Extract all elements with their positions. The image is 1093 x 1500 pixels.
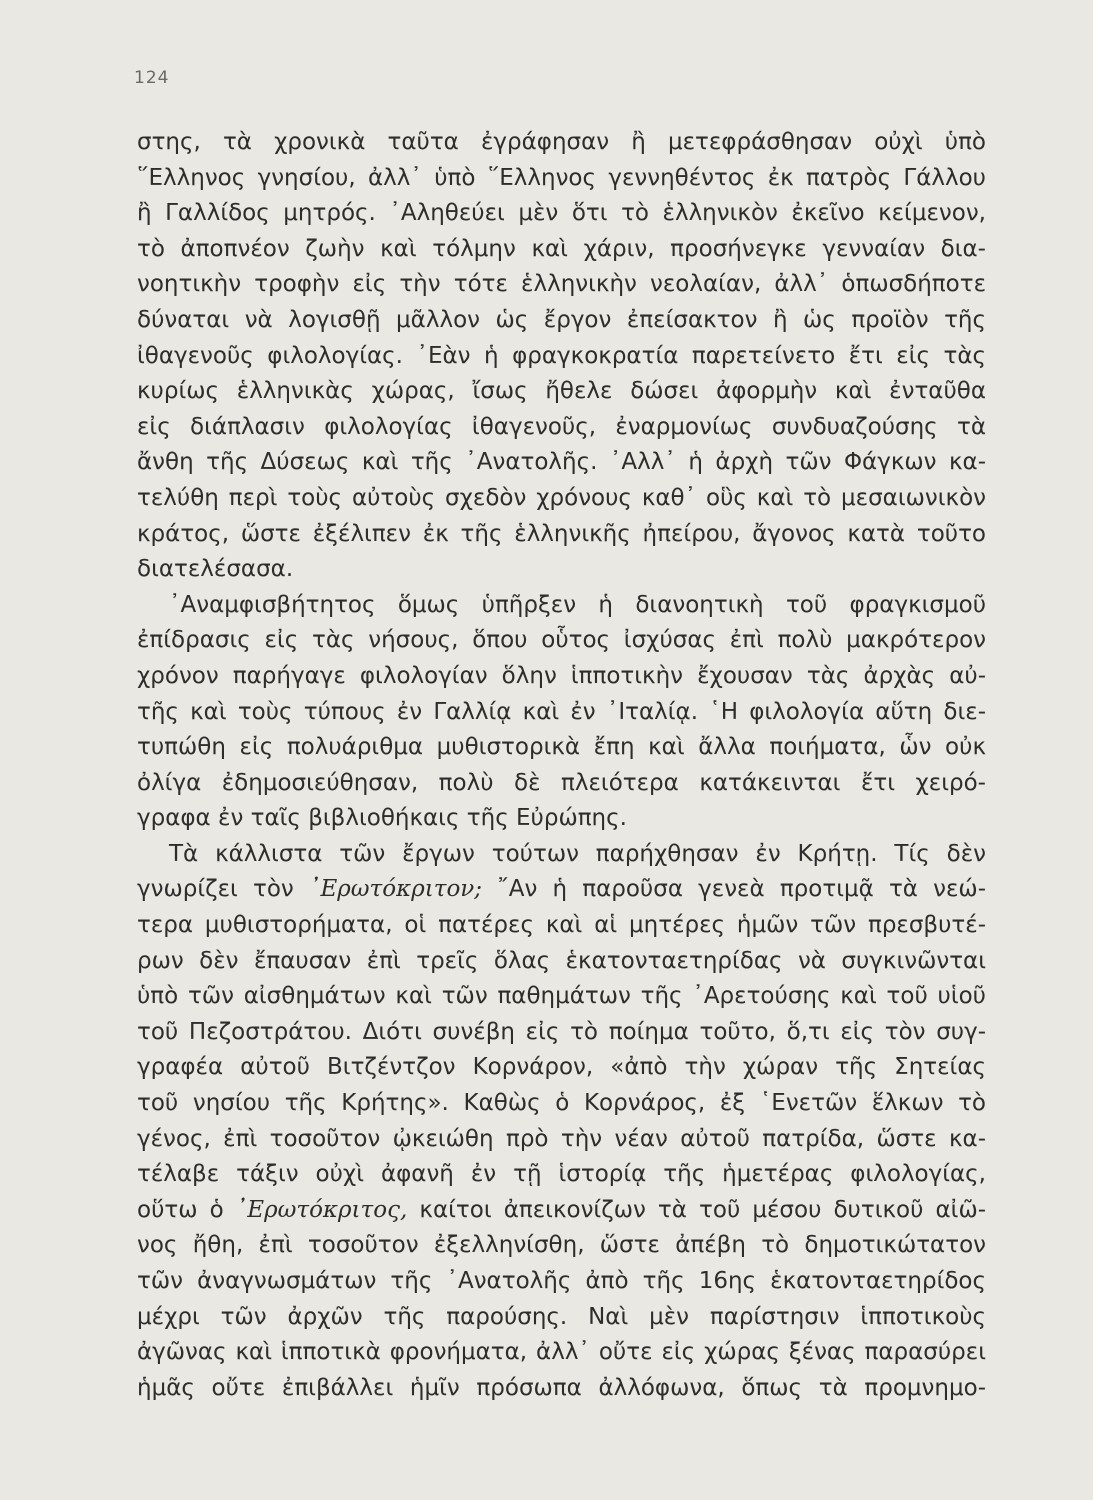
- text-line: ἐπίδρασις εἰς τὰς νήσους, ὅπου οὗτος ἰσχύσας ἐπὶ πολὺ μακρότερον: [137, 627, 986, 654]
- text-line: τυπώθη εἰς πολυάριθμα μυθιστορικὰ ἔπη καὶ ἄλλα ποιήματα, ὧν οὐκ: [137, 734, 986, 761]
- text-line: γραφα ἐν ταῖς βιβλιοθήκαις τῆς Εὐρώπης.: [137, 805, 627, 832]
- text-line: τοῦ νησίου τῆς Κρήτης». Καθὼς ὁ Κορνάρος, ἐξ ῾Ενετῶν ἕλκων τὸ: [137, 1090, 986, 1117]
- text-line: ὀλίγα ἐδημοσιεύθησαν, πολὺ δὲ πλειότερα κατάκεινται ἔτι χειρό-: [137, 769, 986, 796]
- text-segment: καίτοι ἀπεικονίζων τὰ τοῦ μέσου δυτικοῦ αἰῶ-: [419, 1196, 986, 1223]
- text-line: μέχρι τῶν ἀρχῶν τῆς παρούσης. Ναὶ μὲν παρίστησιν ἱπποτικοὺς: [137, 1303, 986, 1330]
- text-line: κυρίως ἑλληνικὰς χώρας, ἴσως ἤθελε δώσει ἀφορμὴν καὶ ἐνταῦθα: [137, 378, 986, 405]
- text-segment: γνωρίζει τὸν: [137, 876, 294, 903]
- text-line: τὸ ἀποπνέον ζωὴν καὶ τόλμην καὶ χάριν, προσήνεγκε γενναίαν δια-: [137, 235, 986, 262]
- text-line: τερα μυθιστορήματα, οἱ πατέρες καὶ αἱ μητέρες ἡμῶν τῶν πρεσβυτέ-: [137, 912, 986, 939]
- text-line: τῆς καὶ τοὺς τύπους ἐν Γαλλίᾳ καὶ ἐν ᾿Ιταλίᾳ. ῾Η φιλολογία αὕτη διε-: [137, 698, 986, 725]
- text-line: κράτος, ὥστε ἐξέλιπεν ἐκ τῆς ἑλληνικῆς ἠπείρου, ἄγονος κατὰ τοῦτο: [137, 520, 986, 547]
- text-line: τέλαβε τάξιν οὐχὶ ἀφανῆ ἐν τῇ ἱστορίᾳ τῆς ἡμετέρας φιλολογίας,: [137, 1161, 986, 1188]
- text-line: τελύθη περὶ τοὺς αὐτοὺς σχεδὸν χρόνους καθ᾽ οὓς καὶ τὸ μεσαιωνικὸν: [137, 484, 986, 511]
- text-line: τῶν ἀναγνωσμάτων τῆς ᾿Ανατολῆς ἀπὸ τῆς 16ης ἑκατονταετηρίδος: [137, 1268, 986, 1294]
- text-line: γένος, ἐπὶ τοσοῦτον ᾠκειώθη πρὸ τὴν νέαν αὐτοῦ πατρίδα, ὥστε κα-: [137, 1125, 986, 1152]
- text-line: ὑπὸ τῶν αἰσθημάτων καὶ τῶν παθημάτων τῆς ᾿Αρετούσης καὶ τοῦ υἱοῦ: [137, 983, 986, 1010]
- text-line: ᾿Αναμφισβήτητος ὅμως ὑπῆρξεν ἡ διανοητικὴ τοῦ φραγκισμοῦ: [169, 591, 986, 618]
- text-line: ἢ Γαλλίδος μητρός. ᾿Αληθεύει μὲν ὅτι τὸ ἑλληνικὸν ἐκεῖνο κείμενον,: [137, 200, 986, 227]
- text-line: Τὰ κάλλιστα τῶν ἔργων τούτων παρήχθησαν ἐν Κρήτῃ. Τίς δὲν: [169, 840, 986, 867]
- book-title: ᾿Ερωτόκριτον;: [308, 876, 483, 903]
- text-line: [137, 872, 986, 908]
- text-line: εἰς διάπλασιν φιλολογίας ἰθαγενοῦς, ἐναρμονίως συνδυαζούσης τὰ: [137, 413, 986, 440]
- text-line: νος ἤθη, ἐπὶ τοσοῦτον ἐξελληνίσθη, ὥστε ἀπέβη τὸ δημοτικώτατον: [137, 1232, 986, 1259]
- text-line: ρων δὲν ἔπαυσαν ἐπὶ τρεῖς ὅλας ἑκατονταετηρίδας νὰ συγκινῶνται: [137, 947, 986, 974]
- text-line: στης, τὰ χρονικὰ ταῦτα ἐγράφησαν ἢ μετεφράσθησαν οὐχὶ ὑπὸ: [137, 129, 986, 155]
- text-line: ἀγῶνας καὶ ἱπποτικὰ φρονήματα, ἀλλ᾽ οὔτε εἰς χώρας ξένας παρασύρει: [137, 1339, 986, 1366]
- book-title: ᾿Ερωτόκριτος,: [235, 1196, 408, 1223]
- text-segment: οὕτω ὁ: [137, 1196, 224, 1223]
- text-line: νοητικὴν τροφὴν εἰς τὴν τότε ἑλληνικὴν νεολαίαν, ἀλλ᾽ ὁπωσδήποτε: [137, 271, 986, 298]
- body-text: [137, 125, 986, 1406]
- text-line: ἡμᾶς οὔτε ἐπιβάλλει ἡμῖν πρόσωπα ἀλλόφωνα, ὅπως τὰ προμνημο-: [137, 1374, 986, 1401]
- text-line: τοῦ Πεζοστράτου. Διότι συνέβη εἰς τὸ ποίημα τοῦτο, ὅ,τι εἰς τὸν συγ-: [137, 1018, 986, 1045]
- text-line: [137, 1193, 986, 1229]
- text-line: ἰθαγενοῦς φιλολογίας. ᾿Εὰν ἡ φραγκοκρατία παρετείνετο ἔτι εἰς τὰς: [137, 342, 986, 369]
- page-number: 124: [134, 68, 170, 88]
- text-line: γραφέα αὐτοῦ Βιτζέντζον Κορνάρον, «ἀπὸ τὴν χώραν τῆς Σητείας: [137, 1054, 986, 1081]
- text-line: χρόνον παρήγαγε φιλολογίαν ὅλην ἱπποτικὴν ἔχουσαν τὰς ἀρχὰς αὐ-: [137, 662, 986, 689]
- text-line: ῞Ελληνος γνησίου, ἀλλ᾽ ὑπὸ ῞Ελληνος γεννηθέντος ἐκ πατρὸς Γάλλου: [137, 164, 986, 191]
- text-line: δύναται νὰ λογισθῇ μᾶλλον ὡς ἔργον ἐπείσακτον ἢ ὡς προϊὸν τῆς: [137, 306, 986, 333]
- text-segment: ῎Αν ἡ παροῦσα γενεὰ προτιμᾷ τὰ νεώ-: [497, 876, 986, 903]
- text-line: διατελέσασα.: [137, 556, 294, 583]
- text-line: ἄνθη τῆς Δύσεως καὶ τῆς ᾿Ανατολῆς. ᾿Αλλ᾽ ἡ ἀρχὴ τῶν Φάγκων κα-: [137, 449, 986, 476]
